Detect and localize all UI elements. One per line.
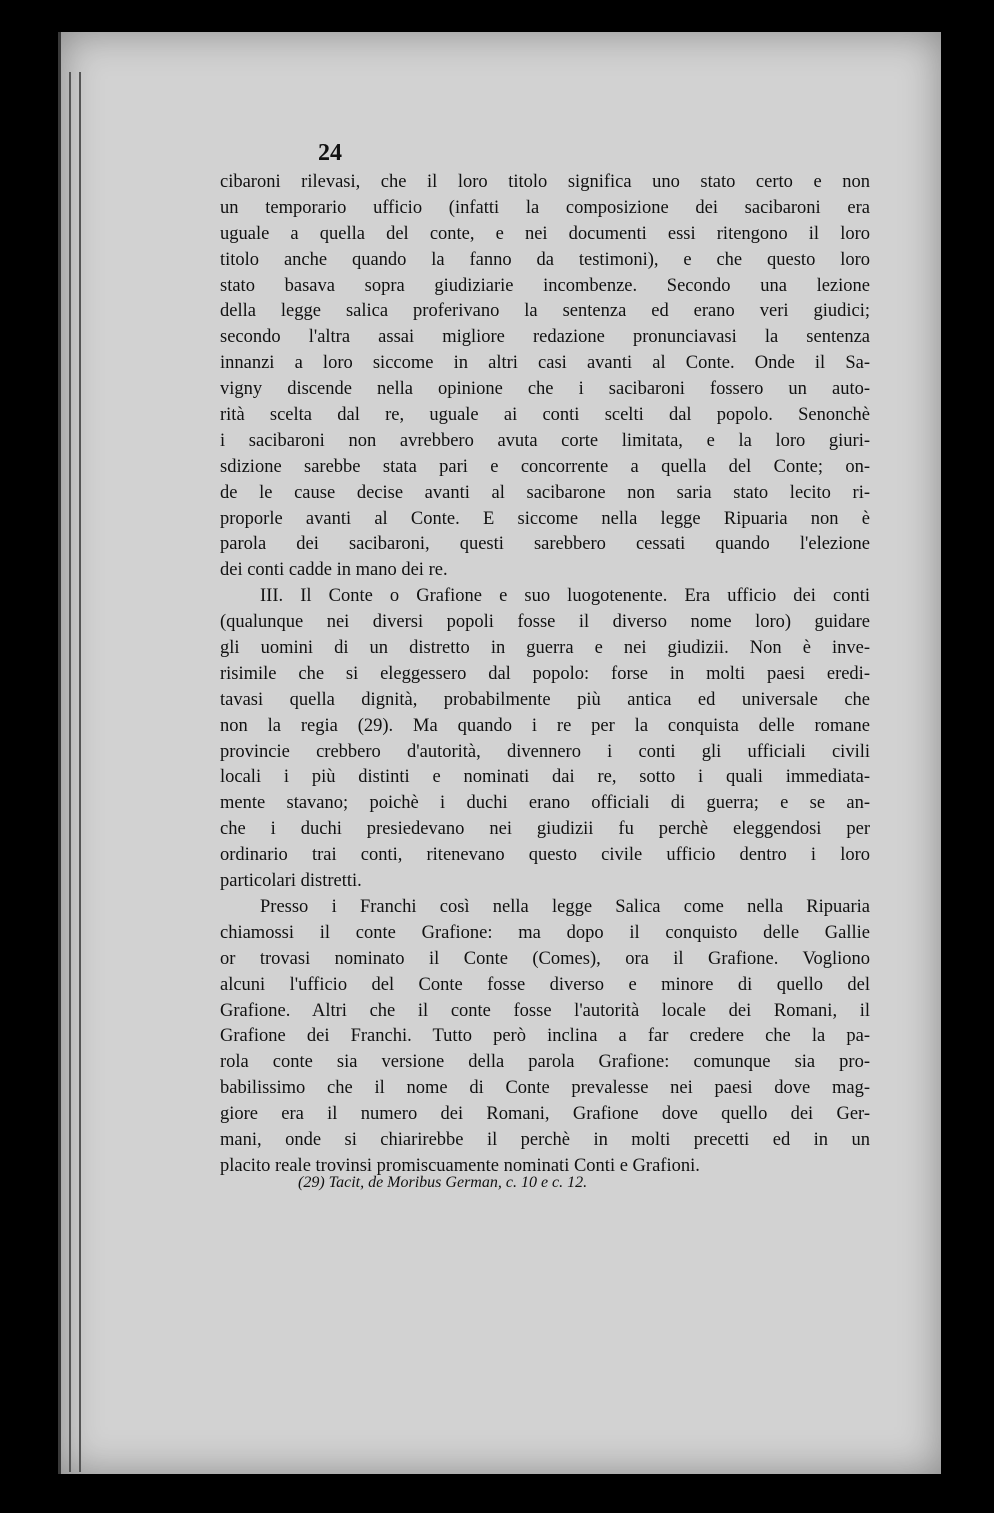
page-edge-line: [69, 72, 71, 1472]
text-line: locali i più distinti e nominati dai re, sotto i quali immediata-: [220, 767, 870, 788]
text-line: Presso i Franchi così nella legge Salica come nella Ripuaria: [260, 896, 870, 917]
text-line: mani, onde si chiarirebbe il perchè in molti precetti ed in un: [220, 1129, 870, 1150]
text-line: placito reale trovinsi promiscuamente nominati Conti e Grafioni.: [220, 1155, 700, 1176]
text-line: de le cause decise avanti al sacibarone non saria stato lecito ri-: [220, 482, 870, 503]
text-line: dei conti cadde in mano dei re.: [220, 560, 448, 581]
text-line: parola dei sacibaroni, questi sarebbero cessati quando l'elezione: [220, 534, 870, 555]
page-edge-line: [79, 72, 81, 1472]
text-line: i sacibaroni non avrebbero avuta corte limitata, e la loro giuri-: [220, 430, 870, 451]
footnote: (29) Tacit, de Moribus German, c. 10 e c. 12.: [298, 1174, 588, 1191]
page-number: 24: [318, 140, 342, 166]
text-line: or trovasi nominato il Conte (Comes), ora il Grafione. Vogliono: [220, 948, 870, 969]
text-line: rola conte sia versione della parola Grafione: comunque sia pro-: [220, 1052, 870, 1073]
text-line: titolo anche quando la fanno da testimoni), e che questo loro: [220, 249, 870, 270]
text-line: Grafione dei Franchi. Tutto però inclina a far credere che la pa-: [220, 1026, 870, 1047]
text-line: proporle avanti al Conte. E siccome nella legge Ripuaria non è: [220, 508, 870, 529]
text-line: risimile che si eleggessero dal popolo: forse in molti paesi eredi-: [220, 663, 870, 684]
text-line: cibaroni rilevasi, che il loro titolo significa uno stato certo e non: [220, 172, 870, 192]
text-line: tavasi quella dignità, probabilmente più antica ed universale che: [220, 689, 870, 710]
text-line: provincie crebbero d'autorità, divennero i conti gli ufficiali civili: [220, 741, 870, 762]
text-line: ordinario trai conti, ritenevano questo civile ufficio dentro i loro: [220, 845, 870, 866]
text-line: gli uomini di un distretto in guerra e nei giudizii. Non è inve-: [220, 638, 870, 659]
text-line: vigny discende nella opinione che i sacibaroni fossero un auto-: [220, 379, 870, 400]
text-line: chiamossi il conte Grafione: ma dopo il conquisto delle Gallie: [220, 922, 870, 943]
section-heading-line: III. Il Conte o Grafione e suo luogotenente. Era ufficio dei conti: [260, 586, 870, 607]
text-line: mente stavano; poichè i duchi erano officiali di guerra; e se an-: [220, 793, 870, 814]
text-line: stato basava sopra giudiziarie incombenze. Secondo una lezione: [220, 275, 870, 296]
text-line: sdizione sarebbe stata pari e concorrente a quella del Conte; on-: [220, 456, 870, 477]
text-line: uguale a quella del conte, e nei documenti essi ritengono il loro: [220, 223, 870, 244]
text-line: non la regia (29). Ma quando i re per la conquista delle romane: [220, 715, 870, 736]
text-line: della legge salica proferivano la sentenza ed erano veri giudici;: [220, 301, 870, 322]
text-line: innanzi a loro siccome in altri casi avanti al Conte. Onde il Sa-: [220, 353, 870, 374]
text-line: (qualunque nei diversi popoli fosse il diverso nome loro) guidare: [220, 612, 870, 633]
text-line: secondo l'altra assai migliore redazione pronunciavasi la sentenza: [220, 327, 870, 348]
text-line: giore era il numero dei Romani, Grafione dove quello dei Ger-: [220, 1104, 870, 1125]
text-line: alcuni l'ufficio del Conte fosse diverso e minore di quello del: [220, 974, 870, 995]
text-line: un temporario ufficio (infatti la composizione dei sacibaroni era: [220, 197, 870, 218]
text-line: babilissimo che il nome di Conte prevalesse nei paesi dove mag-: [220, 1078, 870, 1099]
text-line: rità scelta dal re, uguale ai conti scelti dal popolo. Senonchè: [220, 405, 870, 426]
text-line: che i duchi presiedevano nei giudizii fu perchè eleggendosi per: [220, 819, 870, 840]
text-line: particolari distretti.: [220, 871, 362, 892]
text-line: Grafione. Altri che il conte fosse l'autorità locale dei Romani, il: [220, 1000, 870, 1021]
body-text: [220, 170, 870, 1180]
